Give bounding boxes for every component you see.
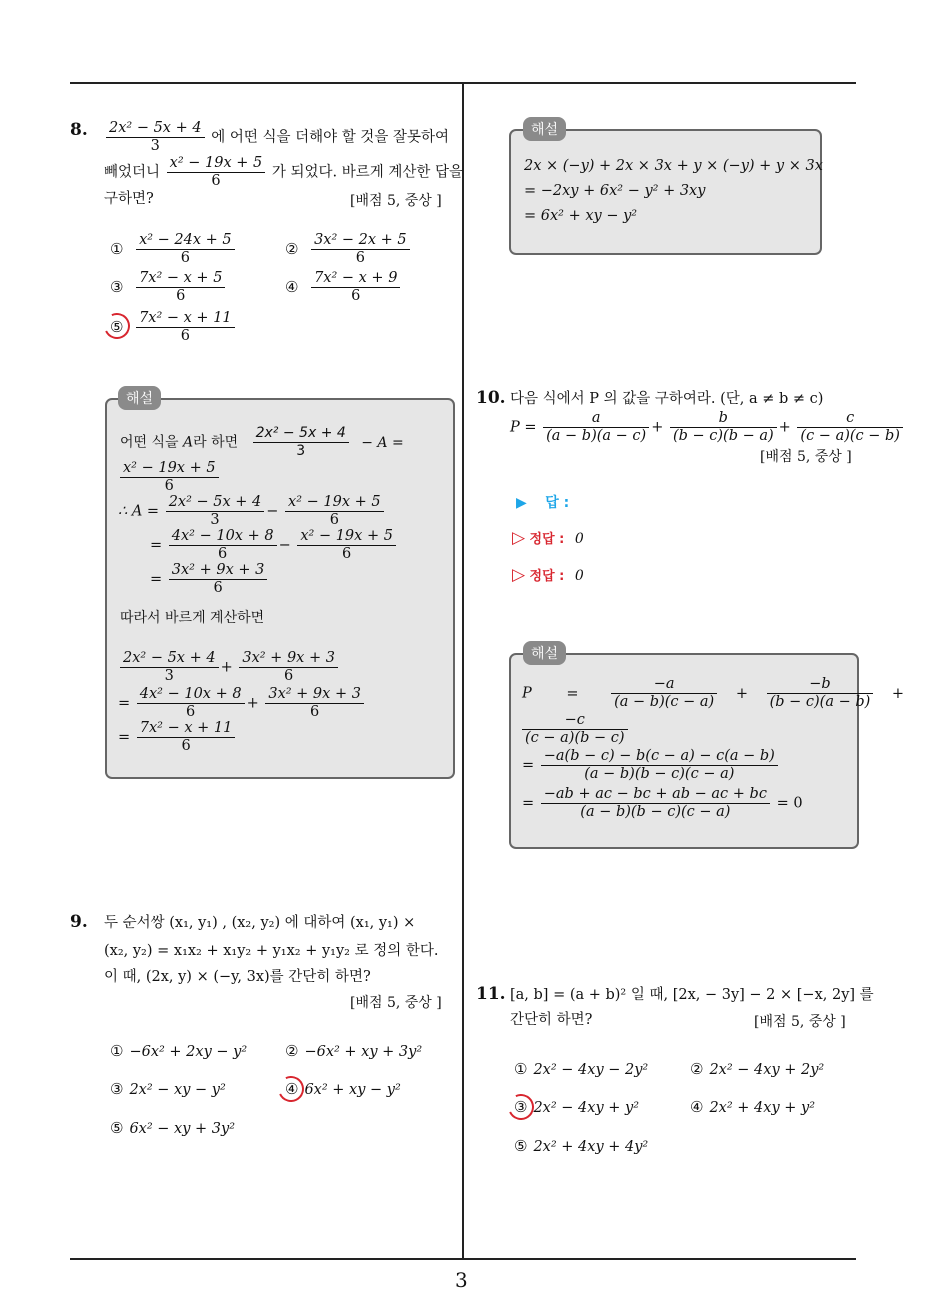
q8-text3: 구하면?	[104, 191, 154, 207]
sol9-line2: = −2xy + 6x² − y² + 3xy	[524, 183, 706, 199]
q9-choice-1[interactable]: ① −6x² + 2xy − y²	[110, 1042, 248, 1060]
sol8-tag: 해설	[118, 386, 161, 410]
q11-choice-4[interactable]: ④ 2x² + 4xy + y²	[690, 1098, 816, 1116]
choice-mark: ④	[285, 277, 299, 296]
choice-mark: ④	[690, 1098, 704, 1116]
choice-mark: ①	[110, 1042, 124, 1060]
q8-choice-1[interactable]: ① $\frac{\text{x² − 24x + 5}}{6}$	[110, 232, 237, 267]
choice-mark: ②	[285, 239, 299, 258]
choice-mark: ①	[514, 1060, 528, 1078]
sol9-tag: 해설	[523, 117, 566, 141]
q11-choice-2[interactable]: ② 2x² − 4xy + 2y²	[690, 1060, 825, 1078]
q11-text1: [a, b] = (a + b)² 일 때, [2x, − 3y] − 2 × [−x, 2y] 를	[510, 987, 874, 1003]
sol9-line3: = 6x² + xy − y²	[524, 208, 638, 224]
sol10-line1: P = $\frac{-a}{(a - b)(c - a)}$ + $\frac{-b}{(b - c)(a - b)}$ +	[522, 676, 905, 710]
q8-number: 8.	[70, 120, 88, 140]
answer-label: 답 :	[545, 495, 570, 511]
triangle-outline-icon: ▷	[512, 528, 526, 548]
q9-score: [배점 5, 중상 ]	[350, 995, 442, 1011]
q10-correct-2: ▷ 정답 : 0	[512, 565, 584, 585]
q9-selected-mark	[274, 1072, 307, 1105]
sol8-text: 따라서 바르게 계산하면	[120, 610, 265, 626]
sol8-line2: $\frac{\text{x² − 19x + 5}}{6}$	[118, 460, 221, 495]
q10-formula: P = $\frac{a}{(a - b)(a - c)}$ + $\frac{b}{(b - c)(b - a)}$ + $\frac{c}{(c - a)(c - b)}$	[510, 410, 905, 445]
q11-choice-3[interactable]: ③ 2x² − 4xy + y²	[514, 1098, 640, 1116]
q8-choice-4[interactable]: ④ $\frac{\text{7x² − x + 9}}{6}$	[285, 270, 402, 305]
choice-mark: ⑤	[110, 1119, 124, 1137]
q8-frac-b: $\frac{\text{x² − 19x + 5}}{6}$	[167, 155, 266, 190]
play-icon: ▶	[516, 495, 527, 511]
q8-text1: 에 어떤 식을 더해야 할 것을 잘못하여	[211, 129, 449, 146]
sol8-line1: 어떤 식을 A라 하면 $\frac{\text{2x² − 5x + 4}}{3}$ − A =	[120, 425, 404, 459]
column-divider	[462, 83, 464, 1260]
q8-line2	[104, 155, 463, 190]
q8-choice-5[interactable]: ⑤ $\frac{\text{7x² − x + 11}}{6}$	[110, 310, 237, 345]
q10-text1: 다음 식에서 P 의 값을 구하여라. (단, a ≠ b ≠ c)	[510, 391, 824, 407]
sol8-line5: = $\frac{\text{3x² + 9x + 3}}{6}$	[150, 562, 269, 597]
q9-text3: 이 때, (2x, y) × (−y, 3x)를 간단히 하면?	[104, 969, 371, 985]
q8-score: [배점 5, 중상 ]	[350, 193, 442, 209]
q8-choice-3[interactable]: ③ $\frac{\text{7x² − x + 5}}{6}$	[110, 270, 227, 305]
q9-choice-4[interactable]: ④ 6x² + xy − y²	[285, 1080, 401, 1098]
q8-choice-2[interactable]: ② $\frac{\text{3x² − 2x + 5}}{6}$	[285, 232, 412, 267]
q9-number: 9.	[70, 912, 88, 932]
choice-mark: ⑤	[514, 1137, 528, 1155]
sol8-line8: = $\frac{\text{7x² − x + 11}}{6}$	[118, 720, 237, 755]
q9-text1: 두 순서쌍 (x₁, y₁) , (x₂, y₂) 에 대하여 (x₁, y₁) ×	[104, 915, 416, 931]
q9-text2: (x₂, y₂) = x₁x₂ + x₁y₂ + y₁x₂ + y₁y₂ 로 정의 한다.	[104, 943, 439, 959]
choice-mark: ③	[514, 1098, 528, 1116]
q11-text2: 간단히 하면?	[510, 1012, 593, 1028]
sol10-line2: $\frac{-c}{(c - a)(b - c)}$	[522, 712, 628, 747]
choice-mark: ②	[285, 1042, 299, 1060]
q11-choice-1[interactable]: ① 2x² − 4xy − 2y²	[514, 1060, 649, 1078]
q10-correct-1: ▷ 정답 : 0	[512, 528, 584, 548]
choice-mark: ⑤	[110, 317, 124, 336]
q10-score: [배점 5, 중상 ]	[760, 449, 852, 465]
choice-mark: ①	[110, 239, 124, 258]
choice-mark: ③	[110, 277, 124, 296]
choice-mark: ②	[690, 1060, 704, 1078]
q11-number: 11.	[476, 984, 506, 1004]
q8-frac-a: $\frac{\text{2x² − 5x + 4}}{3}$	[106, 120, 205, 155]
q8-line1	[104, 120, 449, 155]
sol9-line1: 2x × (−y) + 2x × 3x + y × (−y) + y × 3x	[524, 158, 823, 174]
q11-score: [배점 5, 중상 ]	[754, 1014, 846, 1030]
choice-mark: ④	[285, 1080, 299, 1098]
sol10-line3: = $\frac{-a(b - c) - b(c - a) - c(a - b)}{(a - b)(b - c)(c - a)}$	[522, 748, 780, 783]
sol8-line6: $\frac{\text{2x² − 5x + 4}}{3}$ + $\frac{\text{3x² + 9x + 3}}{6}$	[118, 650, 340, 685]
sol10-line4: = $\frac{-ab + ac - bc + ab - ac + bc}{(a - b)(b - c)(c - a)}$ = 0	[522, 786, 803, 820]
q9-choice-3[interactable]: ③ 2x² − xy − y²	[110, 1080, 226, 1098]
page-number: 3	[455, 1268, 468, 1292]
sol10-tag: 해설	[523, 641, 566, 665]
triangle-outline-icon: ▷	[512, 565, 526, 585]
q11-selected-mark	[504, 1090, 537, 1123]
sol8-line3: ∴ A = $\frac{\text{2x² − 5x + 4}}{3}$ − $\frac{\text{x² − 19x + 5}}{6}$	[118, 494, 386, 529]
q8-text2a: 빼었더니	[104, 164, 161, 181]
q10-answer[interactable]	[516, 492, 569, 512]
q9-choice-2[interactable]: ② −6x² + xy + 3y²	[285, 1042, 423, 1060]
q8-text2b: 가 되었다. 바르게 계산한 답을	[271, 164, 463, 181]
sol8-line7: = $\frac{\text{4x² − 10x + 8}}{6}$ + $\frac{\text{3x² + 9x + 3}}{6}$	[118, 686, 366, 721]
q11-choice-5[interactable]: ⑤ 2x² + 4xy + 4y²	[514, 1137, 649, 1155]
sol8-line4: = $\frac{\text{4x² − 10x + 8}}{6}$ − $\frac{\text{x² − 19x + 5}}{6}$	[150, 528, 398, 563]
q9-choice-5[interactable]: ⑤ 6x² − xy + 3y²	[110, 1119, 236, 1137]
choice-mark: ③	[110, 1080, 124, 1098]
q10-number: 10.	[476, 388, 506, 408]
